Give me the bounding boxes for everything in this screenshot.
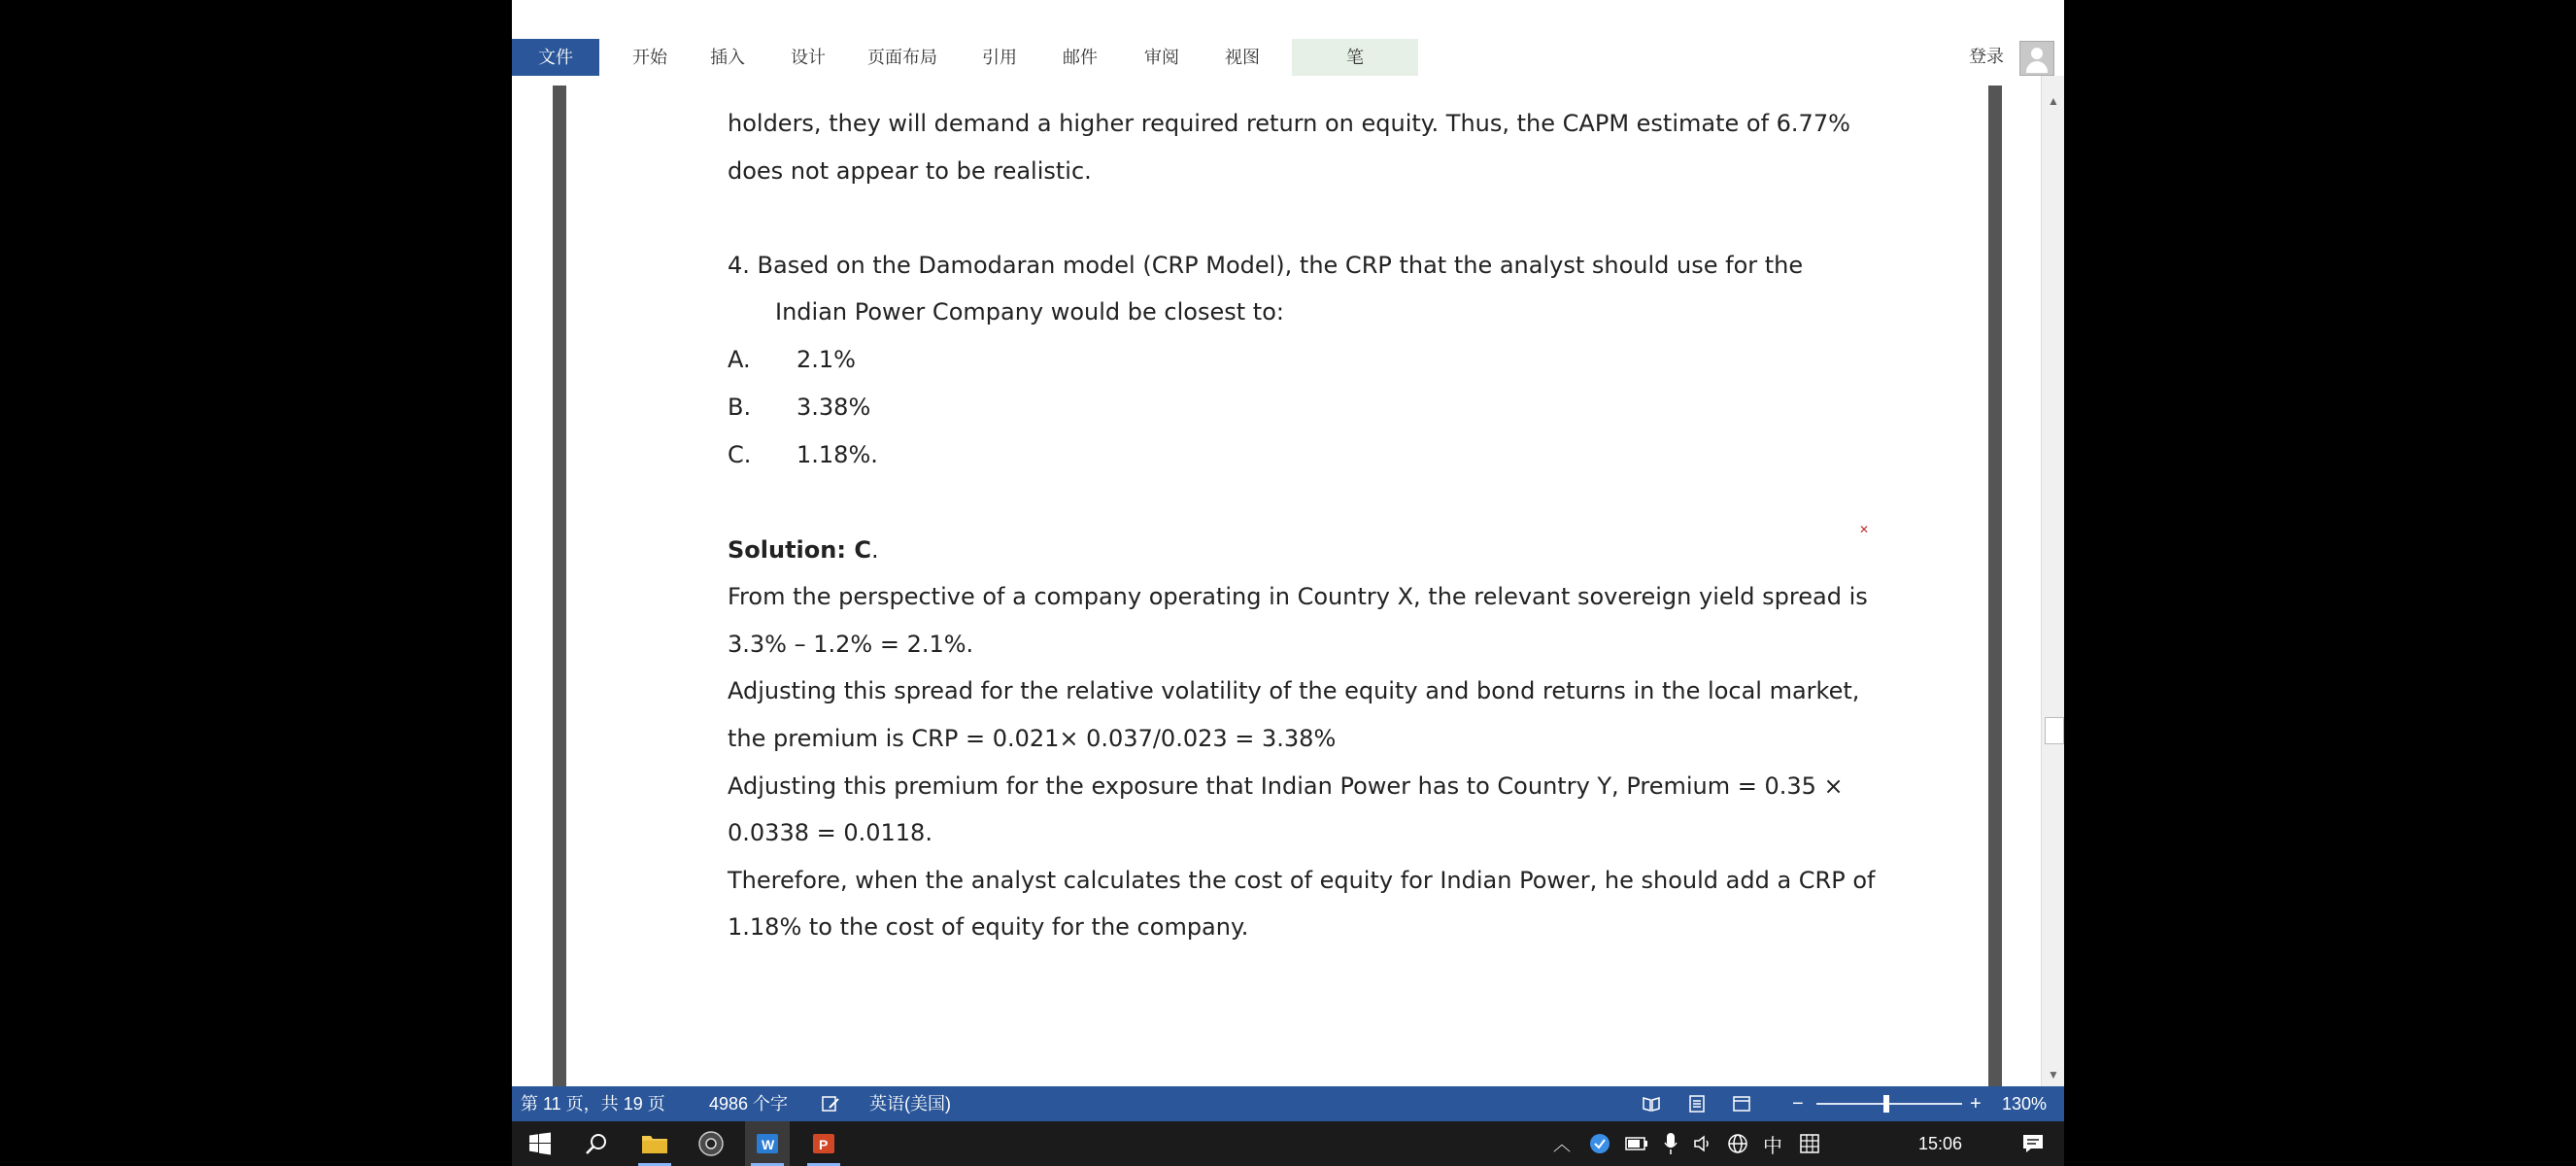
tab-file[interactable]: 文件 [512,39,599,76]
ime-keyboard-icon[interactable] [1794,1121,1825,1166]
document-area[interactable] [512,76,2064,1086]
zoom-slider-thumb[interactable] [1883,1095,1889,1113]
option-label: B. [728,394,752,421]
ink-mark-icon: ✕ [1859,523,1870,536]
solution-heading [728,536,879,564]
ime-indicator[interactable]: 中 [1763,1135,1782,1157]
option-value: 1.18%. [797,441,878,468]
web-layout-icon[interactable] [1732,1094,1751,1114]
option-label: A. [728,346,751,373]
page-count[interactable]: 第 11 页，共 19 页 [521,1094,665,1114]
zoom-slider[interactable] [1816,1103,1962,1105]
solution-line: 1.18% to the cost of equity for the company. [728,913,1249,941]
solution-line: Adjusting this premium for the exposure that Indian Power has to Country Y, Premium = 0.35 × [728,772,1844,800]
clock[interactable]: 15:06 [1918,1134,1963,1153]
tab-view[interactable]: 视图 [1225,48,1260,67]
language-indicator[interactable]: 英语(美国) [869,1094,951,1114]
network-globe-icon[interactable] [1722,1121,1753,1166]
scroll-down-arrow-icon[interactable]: ▼ [2048,1068,2059,1081]
tab-mailings[interactable]: 邮件 [1063,48,1098,67]
tab-review[interactable]: 审阅 [1144,48,1179,67]
paragraph-line: does not appear to be realistic. [728,157,1092,185]
show-hidden-icons-chevron-icon[interactable]: ︿ [1553,1135,1571,1154]
solution-line: 0.0338 = 0.0118. [728,819,932,846]
microphone-icon[interactable] [1656,1121,1685,1166]
scroll-up-arrow-icon[interactable]: ▲ [2048,94,2059,108]
tab-references[interactable]: 引用 [982,48,1017,67]
action-center-icon[interactable] [2014,1121,2052,1166]
user-avatar-icon[interactable] [2019,41,2054,76]
ribbon-tabs [512,39,2064,76]
svg-text:W: W [762,1137,775,1152]
sync-tray-icon[interactable] [1584,1121,1615,1166]
proofing-icon[interactable] [821,1094,840,1114]
word-window [512,0,2064,1166]
question-line: 4. Based on the Damodaran model (CRP Model), the CRP that the analyst should use for the [728,252,1804,279]
zoom-in-button[interactable]: + [1970,1093,1982,1115]
login-link[interactable]: 登录 [1969,47,2004,66]
zoom-out-button[interactable]: − [1792,1093,1804,1115]
volume-icon[interactable] [1689,1121,1718,1166]
tab-layout[interactable]: 页面布局 [867,48,937,67]
word-icon[interactable] [745,1121,790,1166]
tab-home[interactable]: 开始 [632,48,667,67]
vertical-scrollbar[interactable] [2041,76,2064,1086]
media-app-icon[interactable] [689,1121,733,1166]
option-label: C. [728,441,752,468]
option-value: 2.1% [797,346,856,373]
page-edge-right [1988,86,2002,1086]
paragraph-line: holders, they will demand a higher required return on equity. Thus, the CAPM estimate of 6.77% [728,110,1850,137]
search-icon[interactable] [576,1121,617,1166]
print-layout-icon[interactable] [1687,1094,1707,1114]
solution-line: Adjusting this spread for the relative volatility of the equity and bond returns in the local market, [728,677,1860,704]
page-edge-left [553,86,566,1086]
option-value: 3.38% [797,394,871,421]
tab-pen[interactable]: 笔 [1292,39,1418,76]
status-bar [512,1086,2064,1121]
question-line: Indian Power Company would be closest to: [775,298,1284,326]
solution-line: From the perspective of a company operating in Country X, the relevant sovereign yield spread is [728,583,1868,610]
powerpoint-icon[interactable] [801,1121,846,1166]
solution-suffix: . [870,536,879,564]
solution-line: the premium is CRP = 0.021× 0.037/0.023 = 3.38% [728,725,1337,752]
zoom-level[interactable]: 130% [2002,1094,2048,1114]
document-page[interactable] [728,76,1874,1086]
windows-taskbar [512,1121,2064,1166]
word-count[interactable]: 4986 个字 [709,1094,789,1114]
tab-design[interactable]: 设计 [791,48,826,67]
solution-line: 3.3% – 1.2% = 2.1%. [728,631,974,658]
scroll-thumb[interactable] [2045,717,2064,744]
tab-insert[interactable]: 插入 [710,48,745,67]
svg-text:P: P [819,1137,829,1152]
read-mode-icon[interactable] [1642,1094,1661,1114]
solution-label: Solution: C [728,536,871,564]
file-explorer-icon[interactable] [632,1121,677,1166]
battery-icon[interactable] [1621,1121,1652,1166]
windows-start-icon[interactable] [520,1121,560,1166]
solution-line: Therefore, when the analyst calculates the cost of equity for Indian Power, he should add a CRP of [728,867,1876,894]
